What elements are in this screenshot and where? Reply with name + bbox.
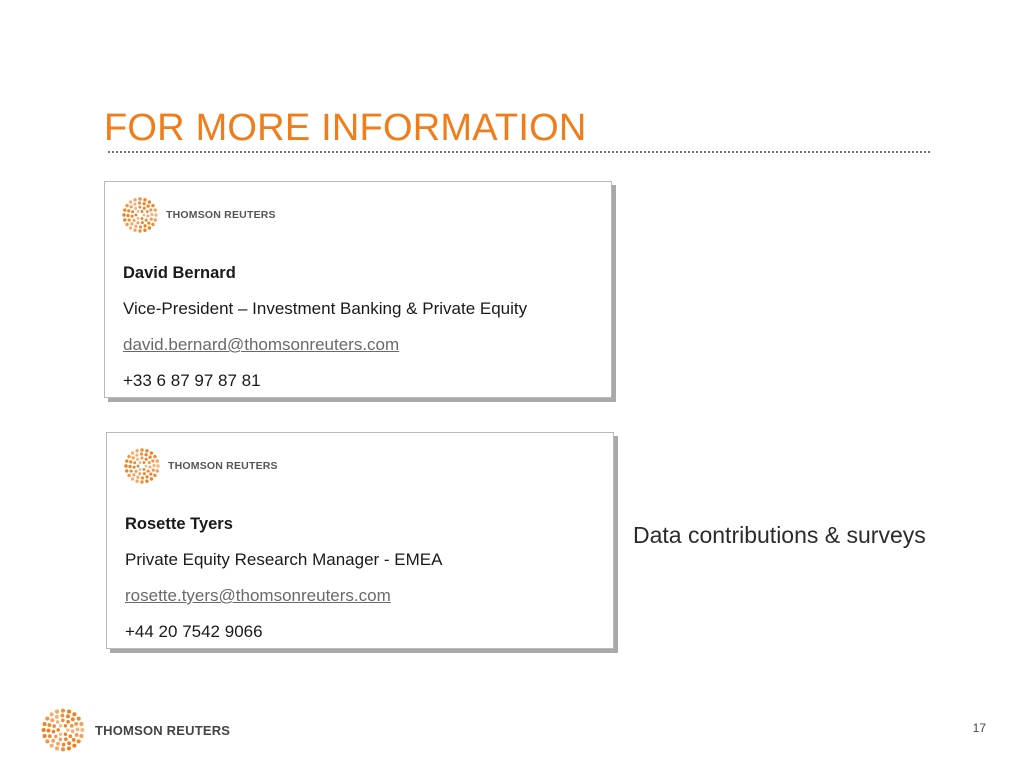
contact-email-link[interactable]: david.bernard@thomsonreuters.com: [123, 335, 400, 354]
contact-role: Private Equity Research Manager - EMEA: [125, 550, 443, 569]
footer-brand-wordmark: THOMSON REUTERS: [95, 722, 231, 738]
footer-brand-logo: [40, 707, 230, 753]
page-number: 17: [972, 721, 986, 735]
brand-logo: [123, 447, 278, 485]
brand-wordmark: THOMSON REUTERS: [168, 460, 278, 472]
side-note: Data contributions & surveys: [633, 522, 926, 548]
contact-card: [106, 432, 614, 649]
contact-phone: +33 6 87 97 87 81: [123, 371, 261, 390]
brand-logo: [121, 196, 276, 234]
page-title: FOR MORE INFORMATION: [104, 107, 587, 149]
contact-email-link[interactable]: rosette.tyers@thomsonreuters.com: [125, 586, 391, 605]
thomson-reuters-logo-icon: [123, 447, 161, 485]
thomson-reuters-logo-icon: [40, 707, 86, 753]
contact-card: [104, 181, 612, 398]
thomson-reuters-logo-icon: [121, 196, 159, 234]
contact-phone: +44 20 7542 9066: [125, 622, 263, 641]
contact-name: Rosette Tyers: [125, 515, 233, 533]
title-divider: [108, 151, 930, 153]
contact-name: David Bernard: [123, 264, 236, 282]
contact-role: Vice-President – Investment Banking & Private Equity: [123, 299, 528, 318]
brand-wordmark: THOMSON REUTERS: [166, 209, 276, 221]
